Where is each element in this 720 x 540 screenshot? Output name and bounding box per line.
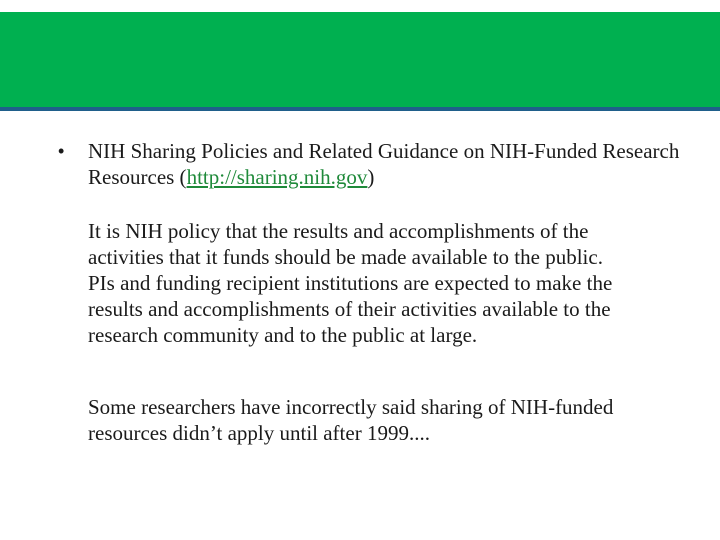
header-band	[0, 12, 720, 104]
bullet-icon: •	[58, 141, 65, 161]
header-rule-blue	[0, 107, 720, 111]
slide-content	[58, 138, 698, 446]
bullet-text-before: NIH Sharing Policies and Related Guidance on NIH-Funded Research Resources (	[88, 139, 680, 189]
bullet-text	[88, 138, 698, 190]
researchers-paragraph: Some researchers have incorrectly said sharing of NIH-funded resources didn’t apply until after 1999....	[88, 395, 614, 445]
policy-paragraph: It is NIH policy that the results and accomplishments of the activities that it funds should be made available to the public. PIs and funding recipient institutions are expected to make the results and accomplishments of their activities available to the research community and to the public at large.	[88, 219, 613, 347]
bullet-item	[58, 138, 698, 190]
bullet-text-after: )	[367, 165, 375, 189]
sharing-link[interactable]: http://sharing.nih.gov	[186, 165, 368, 189]
